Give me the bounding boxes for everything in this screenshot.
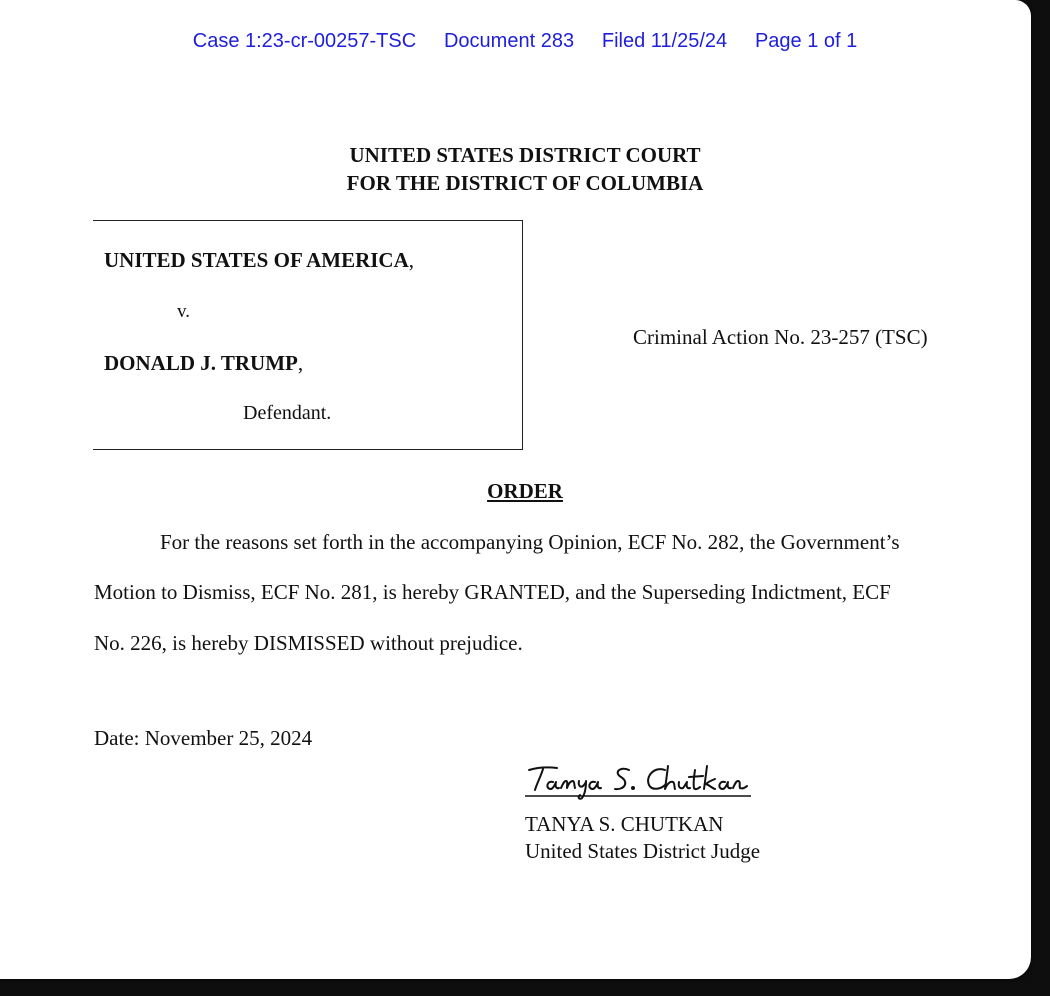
court-title-line-2: FOR THE DISTRICT OF COLUMBIA	[346, 171, 704, 195]
defendant-name: DONALD J. TRUMP	[104, 351, 298, 375]
defendant-role: Defendant.	[243, 402, 332, 424]
judge-name: TANYA S. CHUTKAN	[525, 812, 724, 836]
document-number: Document 283	[443, 30, 575, 52]
plaintiff-suffix: ,	[408, 248, 414, 272]
court-title-line-1: UNITED STATES DISTRICT COURT	[349, 143, 701, 167]
order-text-line-2: Motion to Dismiss, ECF No. 281, is hereby GRANTED, and the Superseding Indictment, ECF	[94, 580, 891, 604]
judge-signature	[525, 760, 751, 802]
order-heading: ORDER	[487, 479, 563, 503]
plaintiff	[104, 248, 414, 273]
ecf-header-stamp	[0, 28, 1031, 54]
court-title	[0, 141, 1031, 197]
order-text-line-3: No. 226, is hereby DISMISSED without prejudice.	[94, 631, 523, 655]
criminal-action-number: Criminal Action No. 23-257 (TSC)	[633, 325, 928, 349]
defendant	[104, 351, 303, 376]
plaintiff-name: UNITED STATES OF AMERICA	[104, 248, 409, 272]
versus-label: v.	[177, 301, 191, 322]
judge-title: United States District Judge	[525, 839, 761, 863]
page-count: Page 1 of 1	[754, 30, 858, 52]
case-caption-box	[93, 220, 523, 450]
order-date: Date: November 25, 2024	[94, 726, 313, 750]
order-text-line-1: For the reasons set forth in the accompanying Opinion, ECF No. 282, the Government’s	[160, 530, 900, 554]
defendant-suffix: ,	[297, 351, 304, 375]
filed-date: Filed 11/25/24	[601, 30, 728, 52]
case-number: Case 1:23-cr-00257-TSC	[192, 30, 417, 52]
